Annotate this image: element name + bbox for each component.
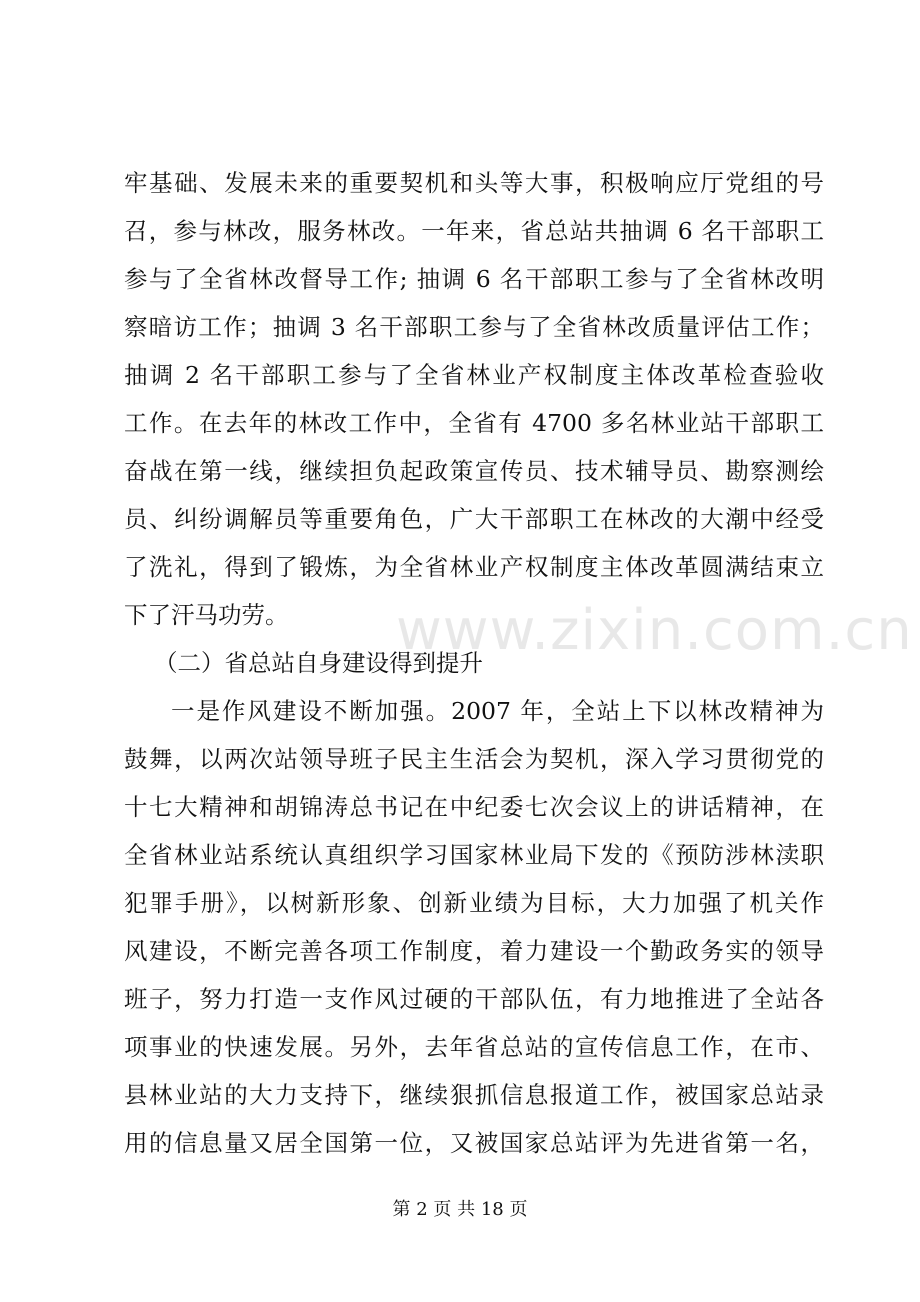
page-footer: 第 2 页 共 18 页 (392, 1199, 528, 1220)
paragraph-line: 十七大精神和胡锦涛总书记在中纪委七次会议上的讲话精神，在 (124, 793, 824, 821)
paragraph-line: 抽调 2 名干部职工参与了全省林业产权制度主体改革检查验收 (124, 361, 824, 389)
paragraph-line: 召，参与林改，服务林改。一年来，省总站共抽调 6 名干部职工 (124, 217, 824, 245)
watermark: www.zixin.com.cn (396, 598, 913, 663)
paragraph-line: 全省林业站系统认真组织学习国家林业局下发的《预防涉林渎职 (124, 841, 824, 869)
paragraph-line: 班子，努力打造一支作风过硬的干部队伍，有力地推进了全站各 (124, 985, 824, 1013)
paragraph-line: 犯罪手册》，以树新形象、创新业绩为目标，大力加强了机关作 (124, 889, 824, 917)
paragraph-line: 察暗访工作；抽调 3 名干部职工参与了全省林改质量评估工作； (124, 313, 824, 341)
paragraph-line: 用的信息量又居全国第一位，又被国家总站评为先进省第一名， (124, 1129, 824, 1157)
paragraph-line: 下了汗马功劳。 (124, 601, 289, 629)
section-heading: （二）省总站自身建设得到提升 (154, 649, 483, 677)
paragraph-line: 鼓舞，以两次站领导班子民主生活会为契机，深入学习贯彻党的 (124, 745, 824, 773)
paragraph-line: 工作。在去年的林改工作中，全省有 4700 多名林业站干部职工 (124, 409, 824, 437)
paragraph-line: 一是作风建设不断加强。2007 年，全站上下以林改精神为 (171, 697, 824, 725)
paragraph-line: 员、纠纷调解员等重要角色，广大干部职工在林改的大潮中经受 (124, 505, 824, 533)
paragraph-line: 县林业站的大力支持下，继续狠抓信息报道工作，被国家总站录 (124, 1081, 824, 1109)
paragraph-line: 了洗礼，得到了锻炼，为全省林业产权制度主体改革圆满结束立 (124, 553, 824, 581)
paragraph-line: 项事业的快速发展。另外，去年省总站的宣传信息工作，在市、 (124, 1033, 824, 1061)
paragraph-line: 奋战在第一线，继续担负起政策宣传员、技术辅导员、勘察测绘 (124, 457, 824, 485)
paragraph-line: 牢基础、发展未来的重要契机和头等大事，积极响应厅党组的号 (124, 169, 824, 197)
paragraph-line: 参与了全省林改督导工作; 抽调 6 名干部职工参与了全省林改明 (124, 265, 824, 293)
paragraph-line: 风建设，不断完善各项工作制度，着力建设一个勤政务实的领导 (124, 937, 824, 965)
